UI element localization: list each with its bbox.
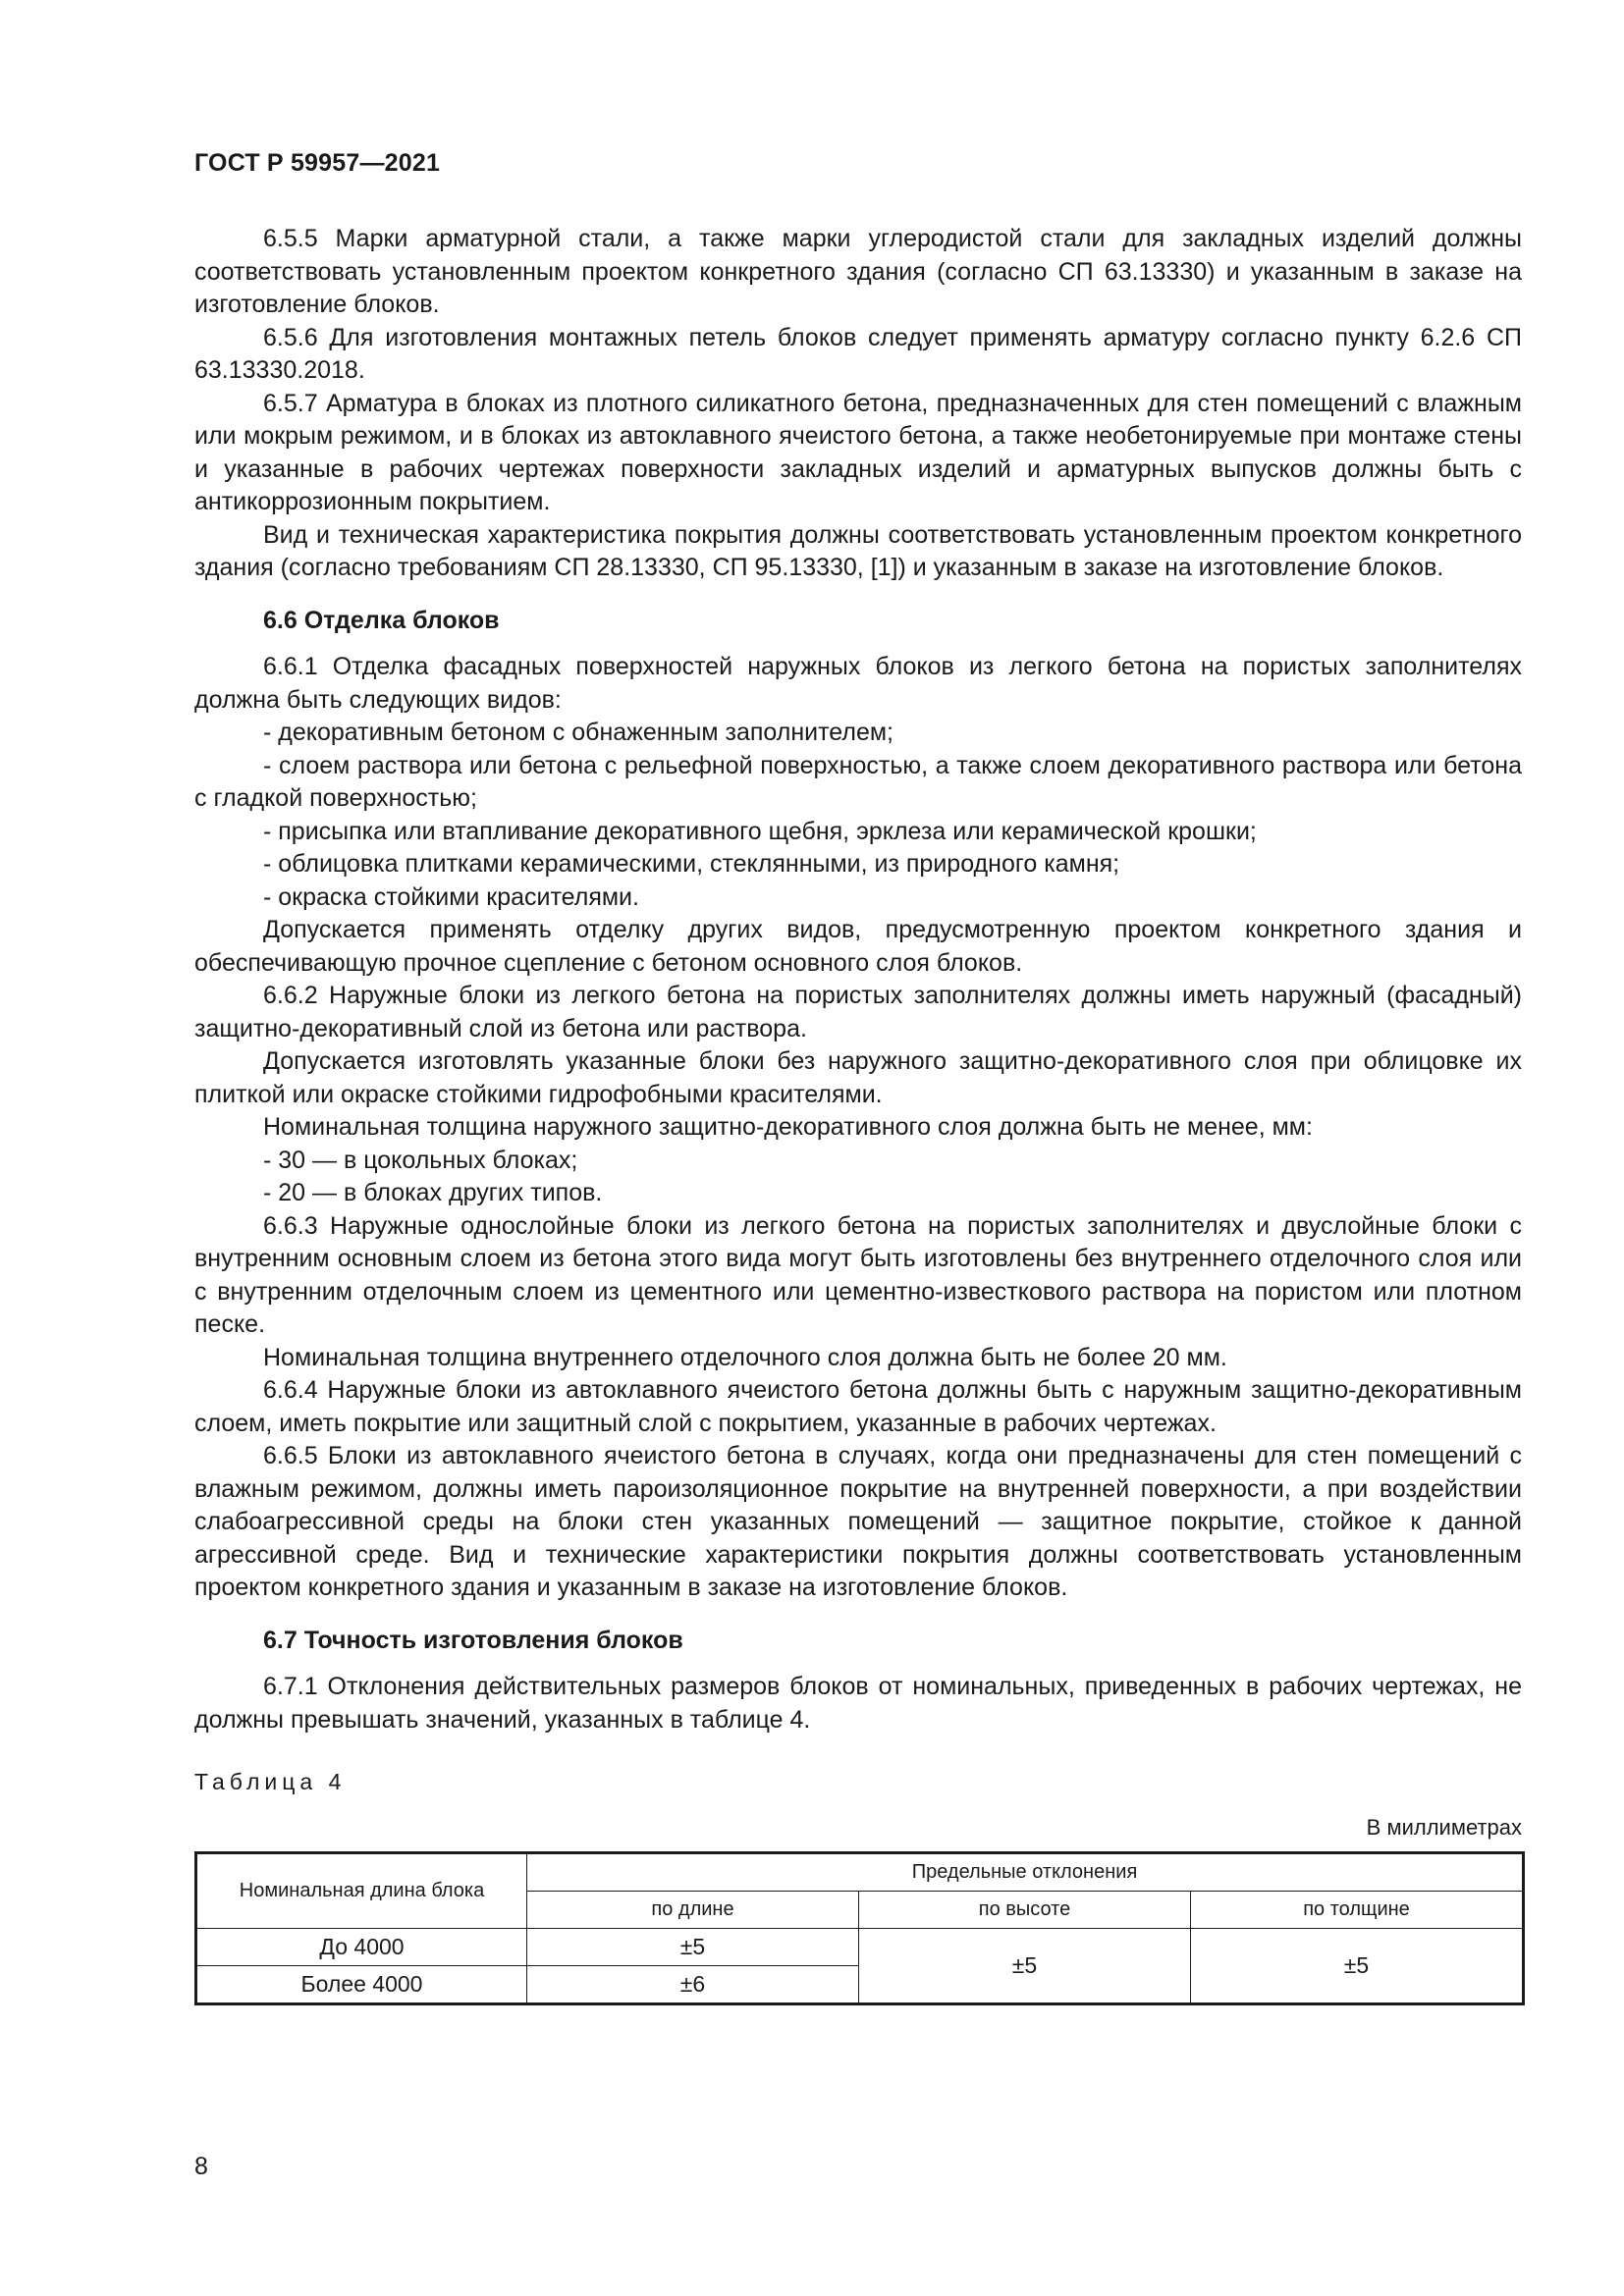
paragraph-6-6-5: 6.6.5 Блоки из автоклавного ячеистого бетона в случаях, когда они предназначены для стен помещений с влажным режимом, должны иметь пароизоляционное покрытие на внутренней поверхности, а при воздействии слабоагрессивной среды на блоки стен указанных помещений — защитное покрытие, стойкое к данной агрессивной среде. Вид и технические характеристики покрытия должны соответствовать установленным проектом конкретного здания и указанным в заказе на изготовление блоков. bbox=[194, 1442, 1522, 1601]
paragraph-6-5-6: 6.5.6 Для изготовления монтажных петель блоков следует применять арматуру согласно пункту 6.2.6 СП 63.13330.2018. bbox=[194, 323, 1522, 384]
cell-nominal: До 4000 bbox=[196, 1929, 527, 1966]
list-item: - облицовка плитками керамическими, стеклянными, из природного камня; bbox=[263, 850, 1120, 878]
table-row bbox=[196, 1929, 1524, 1966]
paragraph-coating: Вид и техническая характеристика покрытия должны соответствовать установленным проектом конкретного здания (согласно требованиям СП 28.13330, СП 95.13330, [1]) и указанным в заказе на изготовление блоков. bbox=[194, 520, 1522, 581]
list-item: - декоративным бетоном с обнаженным заполнителем; bbox=[263, 719, 893, 746]
cell-thickness: ±5 bbox=[1191, 1929, 1524, 2004]
header-cell-length: по длине bbox=[527, 1892, 859, 1929]
section-title-6-7: 6.7 Точность изготовления блоков bbox=[263, 1626, 683, 1654]
list-item: - окраска стойкими красителями. bbox=[263, 882, 639, 911]
cell-nominal: Более 4000 bbox=[196, 1966, 527, 2004]
paragraph: Допускается применять отделку других видов, предусмотренную проектом конкретного здания и обеспечивающую прочное сцепление с бетоном основного слоя блоков. bbox=[194, 916, 1522, 977]
paragraph: Допускается изготовлять указанные блоки без наружного защитно-декоративного слоя при облицовке их плиткой или окраске стойкими гидрофобными красителями. bbox=[194, 1047, 1522, 1108]
document-header: ГОСТ Р 59957—2021 bbox=[194, 149, 441, 177]
header-cell-height: по высоте bbox=[859, 1892, 1191, 1929]
list-item: - слоем раствора или бетона с рельефной поверхностью, а также слоем декоративного раствора или бетона с гладкой поверхностью; bbox=[194, 751, 1522, 812]
table-4 bbox=[194, 1851, 1525, 2005]
table-units: В миллиметрах bbox=[1366, 1814, 1522, 1840]
cell-height: ±5 bbox=[859, 1929, 1191, 2004]
list-item: - присыпка или втапливание декоративного щебня, эрклеза или керамической крошки; bbox=[263, 817, 1257, 845]
table-caption: Таблица 4 bbox=[194, 1769, 347, 1794]
paragraph-6-6-4: 6.6.4 Наружные блоки из автоклавного ячеистого бетона должны быть с наружным защитно-декоративным слоем, иметь покрытие или защитный слой с покрытием, указанные в рабочих чертежах. bbox=[194, 1376, 1522, 1437]
header-cell-deviations: Предельные отклонения bbox=[527, 1853, 1524, 1892]
list-item: - 30 — в цокольных блоках; bbox=[263, 1146, 578, 1174]
paragraph-6-5-7: 6.5.7 Арматура в блоках из плотного силикатного бетона, предназначенных для стен помещений с влажным или мокрым режимом, и в блоках из автоклавного ячеистого бетона, а также необетонируемые при монтаже стены и указанные в рабочих чертежах поверхности закладных изделий и арматурных выпусков должны быть с антикоррозионным покрытием. bbox=[194, 389, 1522, 515]
paragraph-6-6-1: 6.6.1 Отделка фасадных поверхностей наружных блоков из легкого бетона на пористых заполнителях должна быть следующих видов: bbox=[194, 653, 1522, 714]
table-header-row bbox=[196, 1853, 1524, 1892]
paragraph-6-5-5: 6.5.5 Марки арматурной стали, а также марки углеродистой стали для закладных изделий должны соответствовать установленным проектом конкретного здания (согласно СП 63.13330) и указанным в заказе на изготовление блоков. bbox=[194, 225, 1522, 318]
section-title-6-6: 6.6 Отделка блоков bbox=[263, 606, 500, 634]
paragraph-6-6-2: 6.6.2 Наружные блоки из легкого бетона на пористых заполнителях должны иметь наружный (фасадный) защитно-декоративный слой из бетона или раствора. bbox=[194, 982, 1522, 1042]
cell-length: ±6 bbox=[527, 1966, 859, 2004]
header-cell-nominal-length: Номинальная длина блока bbox=[196, 1853, 527, 1929]
header-cell-thickness: по толщине bbox=[1191, 1892, 1524, 1929]
paragraph: Номинальная толщина наружного защитно-декоративного слоя должна быть не менее, мм: bbox=[263, 1113, 1313, 1141]
paragraph-6-6-3: 6.6.3 Наружные однослойные блоки из легкого бетона на пористых заполнителях и двуслойные блоки с внутренним основным слоем из бетона этого вида могут быть изготовлены без внутреннего отделочного слоя или с внутренним отделочным слоем из цементного или цементно-известкового раствора на пористом или плотном песке. bbox=[194, 1211, 1522, 1338]
paragraph-6-7-1: 6.7.1 Отклонения действительных размеров блоков от номинальных, приведенных в рабочих чертежах, не должны превышать значений, указанных в таблице 4. bbox=[194, 1673, 1522, 1734]
paragraph: Номинальная толщина внутреннего отделочного слоя должна быть не более 20 мм. bbox=[263, 1343, 1227, 1371]
cell-length: ±5 bbox=[527, 1929, 859, 1966]
page-number: 8 bbox=[194, 2153, 208, 2180]
document-body bbox=[194, 223, 1522, 2005]
list-item: - 20 — в блоках других типов. bbox=[263, 1179, 603, 1206]
